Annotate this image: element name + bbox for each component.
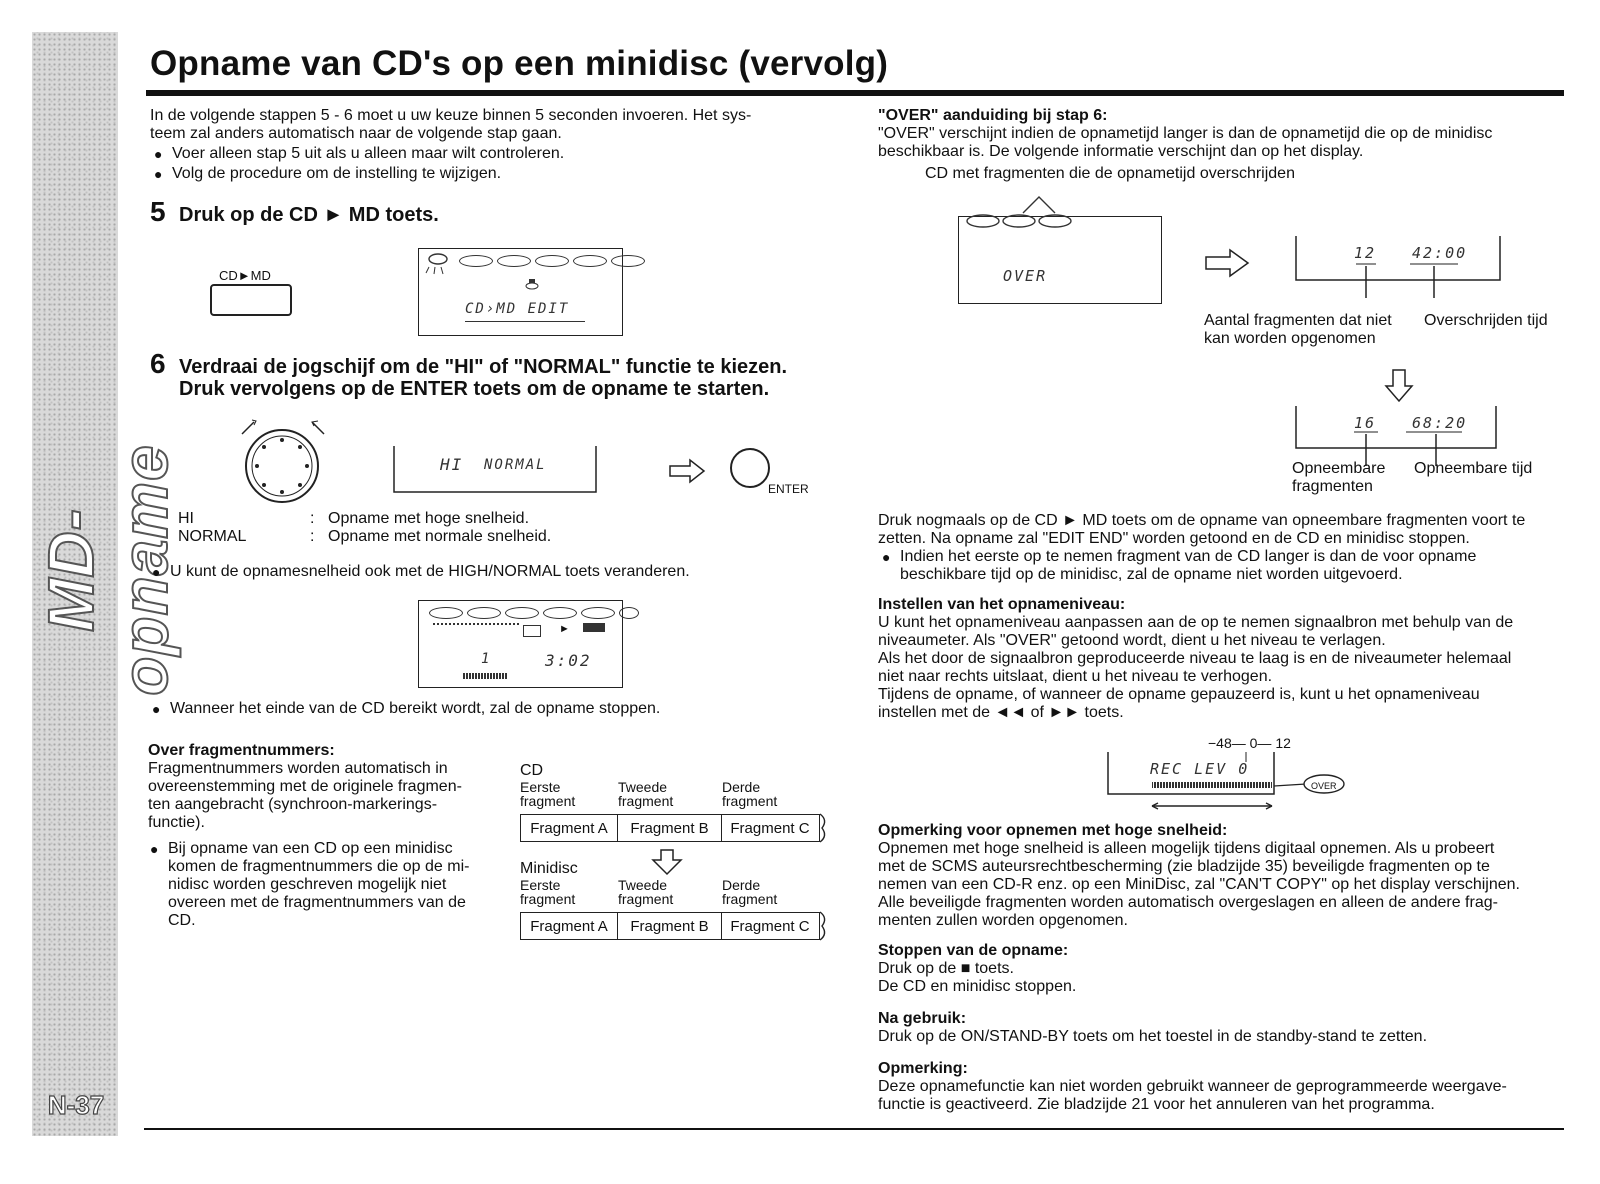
label-over-time: Overschrijden tijd: [1424, 312, 1548, 329]
continue-bullet-2: beschikbare tijd op de minidisc, zal de opname niet worden uitgevoerd.: [900, 566, 1403, 583]
speed-bullet: ● U kunt de opnamesnelheid ook met de HIGH/NORMAL toets veranderen.: [170, 563, 690, 581]
over-caption: CD met fragmenten die de opnametijd overschrijden: [925, 165, 1295, 182]
md-col1-l2: fragment: [520, 891, 576, 907]
label-rec-tracks-1: Opneembare: [1292, 460, 1386, 477]
cd-fragment-b: Fragment B: [618, 815, 722, 841]
stop-heading: Stoppen van de opname:: [878, 942, 1069, 959]
mode-normal-key: NORMAL: [178, 528, 247, 545]
fragments-bullet-2: komen de fragmentnummers die op de mi-: [168, 858, 470, 875]
step-6-heading-2: Druk vervolgens op de ENTER toets om de opname te starten.: [179, 378, 770, 400]
continue-text-1: Druk nogmaals op de CD ► MD toets om de opname van opneembare fragmenten voort te: [878, 512, 1526, 529]
fragments-text-3: ten aangebracht (synchroon-markerings-: [148, 796, 438, 813]
mode-hi-sep: :: [310, 510, 315, 527]
note-heading: Opmerking:: [878, 1060, 968, 1077]
label-tracks-2: kan worden opgenomen: [1204, 330, 1376, 347]
lcd-over-display: [958, 216, 1162, 304]
label-rec-time: Opneembare tijd: [1414, 460, 1533, 477]
intro-bullet-1: ● Voer alleen stap 5 uit als u alleen maar wilt controleren.: [172, 145, 564, 163]
level-heading: Instellen van het opnameniveau:: [878, 596, 1126, 613]
over-text-1: "OVER" verschijnt indien de opnametijd langer is dan de opnametijd die op de minidisc: [878, 125, 1493, 142]
diagram-minidisc-label: Minidisc: [520, 860, 578, 877]
note-text-1: Deze opnamefunctie kan niet worden gebruikt wanneer de geprogrammeerde weergave-: [878, 1078, 1507, 1095]
highspeed-text-1: Opnemen met hoge snelheid is alleen mogelijk tijdens digitaal opnemen. Als u probeert: [878, 840, 1495, 857]
level-text-2: niveaumeter. Als "OVER" getoond wordt, dient u het niveau te verlagen.: [878, 632, 1386, 649]
rec-tracks-value: 16: [1354, 414, 1377, 432]
highspeed-heading: Opmerking voor opnemen met hoge snelheid:: [878, 822, 1228, 839]
mode-hi-key: HI: [178, 510, 194, 527]
highspeed-text-3: nemen van een CD-R enz. op een MiniDisc, zal "CAN'T COPY" op het display verschijnen.: [878, 876, 1520, 893]
lcd-normal-text: NORMAL: [484, 457, 547, 473]
lcd-display-recording: ► 1 3:02: [418, 600, 623, 688]
mode-hi-desc: Opname met hoge snelheid.: [328, 510, 530, 527]
md-fragment-b: Fragment B: [618, 913, 722, 939]
cd-row-break: [818, 812, 830, 844]
title-rule: [146, 90, 1564, 96]
arrow-right-icon: [668, 458, 708, 484]
lcd-track-number: 1: [481, 651, 492, 667]
over-heading: "OVER" aanduiding bij stap 6:: [878, 107, 1108, 124]
lcd-hi-text: HI: [440, 455, 464, 474]
arrow-down-icon: [651, 848, 683, 876]
level-lcd-text: REC LEV 0: [1150, 760, 1250, 778]
mode-normal-desc: Opname met normale snelheid.: [328, 528, 552, 545]
end-bullet: ● Wanneer het einde van de CD bereikt wordt, zal de opname stoppen.: [170, 700, 660, 718]
rec-time-value: 68:20: [1412, 414, 1468, 432]
step-5-heading: Druk op de CD ► MD toets.: [179, 204, 439, 226]
cd-fragment-a: Fragment A: [521, 815, 618, 841]
blink-icon: [423, 249, 453, 279]
enter-label: ENTER: [768, 482, 809, 496]
label-tracks-1: Aantal fragmenten dat niet: [1204, 312, 1392, 329]
fragments-bullet-1: ● Bij opname van een CD op een minidisc: [168, 840, 453, 858]
md-col2-l2: fragment: [618, 891, 674, 907]
page-title: Opname van CD's op een minidisc (vervolg): [150, 44, 889, 83]
lcd-display-step5: [418, 248, 623, 336]
step-6-heading-1: Verdraai de jogschijf om de "HI" of "NORMAL" functie te kiezen.: [179, 356, 788, 378]
over-text-2: beschikbaar is. De volgende informatie verschijnt dan op het display.: [878, 143, 1364, 160]
side-tab-label: MD-opname: [35, 444, 181, 696]
level-scale: −48— 0— 12: [1208, 735, 1291, 751]
highspeed-text-2: met de SCMS auteursrechtbescherming (zie bladzijde 35) beveiligde fragmenten op te: [878, 858, 1490, 875]
intro-bullet-2: ● Volg de procedure om de instelling te wijzigen.: [172, 165, 501, 183]
level-text-1: U kunt het opnameniveau aanpassen aan de op te nemen signaalbron met behulp van de: [878, 614, 1514, 631]
cd-md-button[interactable]: [210, 284, 292, 316]
over-time-value: 42:00: [1412, 244, 1468, 262]
step-5-number: 5: [150, 196, 166, 227]
cd-col2-l1: Tweede: [618, 779, 668, 795]
level-text-6: instellen met de ◄◄ of ►► toets.: [878, 704, 1124, 721]
md-fragment-a: Fragment A: [521, 913, 618, 939]
cd-fragment-c: Fragment C: [730, 819, 810, 837]
level-text-5: Tijdens de opname, of wanneer de opname gepauzeerd is, kunt u het opnameniveau: [878, 686, 1480, 703]
level-text-3: Als het door de signaalbron geproduceerde niveau te laag is en de niveaumeter helemaal: [878, 650, 1512, 667]
lcd-over-text: OVER: [1003, 267, 1048, 285]
over-tracks-value: 12: [1354, 244, 1377, 262]
level-text-4: niet naar rechts uitslaat, dient u het niveau te verhogen.: [878, 668, 1273, 685]
after-heading: Na gebruik:: [878, 1010, 967, 1027]
lcd-step5-text: CD›MD EDIT: [465, 301, 570, 317]
fragments-bullet-5: CD.: [168, 912, 196, 929]
stop-text-1: Druk op de ■ toets.: [878, 960, 1014, 977]
continue-bullet-1: ● Indien het eerste op te nemen fragment van de CD langer is dan de voor opname: [900, 548, 1476, 566]
cd-col1-l1: Eerste: [520, 779, 561, 795]
rec-info-frame: [1294, 406, 1500, 466]
down-arrow-icon: [1384, 368, 1414, 404]
md-col2-l1: Tweede: [618, 877, 668, 893]
note-text-2: functie is geactiveerd. Zie bladzijde 21 voor het annuleren van het programma.: [878, 1096, 1435, 1113]
diagram-cd-label: CD: [520, 762, 544, 779]
md-col3-l2: fragment: [722, 891, 778, 907]
mode-normal-sep: :: [310, 528, 315, 545]
cd-col1-l2: fragment: [520, 793, 576, 809]
fragments-bullet-3: nidisc worden geschreven mogelijk niet: [168, 876, 447, 893]
track-indicators-2: [429, 607, 639, 619]
cd-fragment-row: [520, 814, 820, 842]
over-blink-icon: [963, 197, 1083, 237]
cd-col2-l2: fragment: [618, 793, 674, 809]
lcd-time: 3:02: [545, 651, 592, 670]
md-fragment-c: Fragment C: [730, 917, 810, 935]
continue-text-2: zetten. Na opname zal "EDIT END" worden getoond en de CD en minidisc stoppen.: [878, 530, 1470, 547]
after-text-1: Druk op de ON/STAND-BY toets om het toestel in de standby-stand te zetten.: [878, 1028, 1428, 1045]
md-col3-l1: Derde: [722, 877, 761, 893]
cd-md-button-label: CD►MD: [219, 268, 271, 283]
disc-icon: [525, 277, 539, 291]
stop-text-2: De CD en minidisc stoppen.: [878, 978, 1077, 995]
page-number: N-37: [47, 1090, 105, 1120]
cd-col3-l2: fragment: [722, 793, 778, 809]
over-info-frame: [1294, 236, 1504, 298]
md-col1-l1: Eerste: [520, 877, 561, 893]
cd-col3-l1: Derde: [722, 779, 761, 795]
md-row-break: [818, 910, 830, 942]
jog-dial-icon[interactable]: [232, 418, 342, 508]
fragments-text-2: overeenstemming met de originele fragmen-: [148, 778, 462, 795]
fragments-text-1: Fragmentnummers worden automatisch in: [148, 760, 448, 777]
highspeed-text-5: menten zullen worden opgenomen.: [878, 912, 1128, 929]
label-rec-tracks-2: fragmenten: [1292, 478, 1373, 495]
level-over-label: OVER: [1311, 781, 1337, 791]
intro-line-1: In de volgende stappen 5 - 6 moet u uw keuze binnen 5 seconden invoeren. Het sys-: [150, 107, 752, 124]
track-indicators: [459, 255, 645, 267]
bottom-rule: [144, 1128, 1564, 1130]
fragments-bullet-4: overeen met de fragmentnummers van de: [168, 894, 466, 911]
md-fragment-row: [520, 912, 820, 940]
intro-line-2: teem zal anders automatisch naar de volgende stap gaan.: [150, 125, 562, 142]
highspeed-text-4: Alle beveiligde fragmenten worden automatisch overgeslagen en alleen de andere frag-: [878, 894, 1498, 911]
over-arrow-icon: [1204, 248, 1254, 278]
fragments-heading: Over fragmentnummers:: [148, 742, 335, 759]
step-6-number: 6: [150, 348, 166, 379]
fragments-text-4: functie).: [148, 814, 205, 831]
